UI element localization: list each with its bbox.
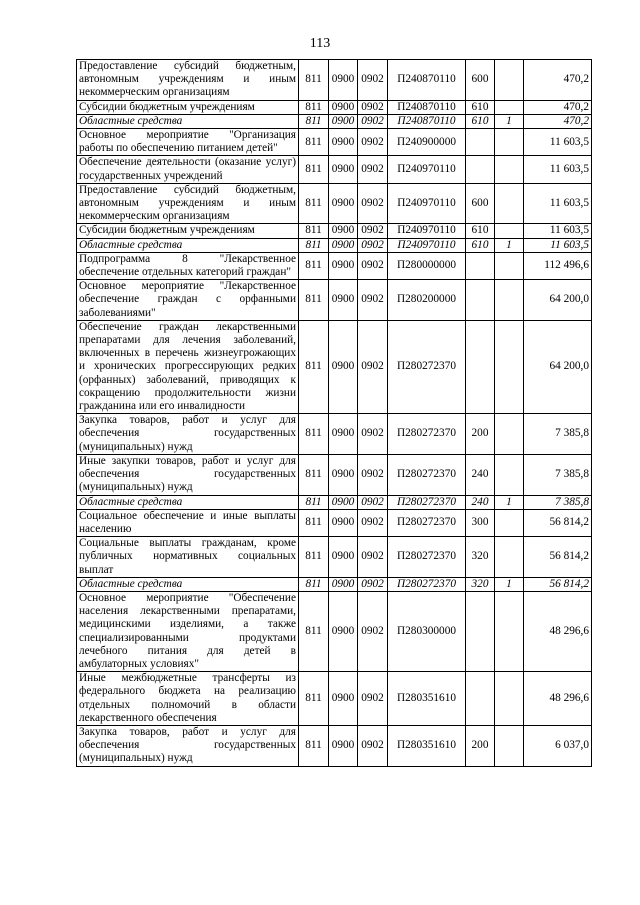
cell-pr: 0902 <box>358 280 388 321</box>
cell-gr: 811 <box>299 414 329 455</box>
cell-vr: 600 <box>466 60 495 101</box>
cell-src <box>495 320 524 413</box>
cell-gr: 811 <box>299 591 329 671</box>
cell-sum: 470,2 <box>524 60 592 101</box>
cell-pr: 0902 <box>358 183 388 224</box>
cell-sum: 11 603,5 <box>524 238 592 252</box>
cell-pr: 0902 <box>358 252 388 279</box>
cell-src <box>495 129 524 156</box>
cell-gr: 811 <box>299 129 329 156</box>
row-name: Закупка товаров, работ и услуг для обеспечения государственных (муниципальных) нужд <box>77 414 299 455</box>
table-row <box>77 114 592 128</box>
cell-src <box>495 591 524 671</box>
cell-pr: 0902 <box>358 320 388 413</box>
cell-cs: П280272370 <box>388 320 466 413</box>
page-number: 113 <box>309 36 331 51</box>
cell-gr: 811 <box>299 252 329 279</box>
cell-vr <box>466 672 495 726</box>
cell-sum: 112 496,6 <box>524 252 592 279</box>
cell-rz: 0900 <box>329 100 358 114</box>
row-name: Обеспечение граждан лекарственными препаратами для лечения заболеваний, включенных в перечень жизнеугрожающих и хронических прогрессирующих редких (орфанных) заболеваний, приводящих к сокращению продолжительности жизни гражданина или его инвалидности <box>77 320 299 413</box>
row-name: Закупка товаров, работ и услуг для обеспечения государственных (муниципальных) нужд <box>77 725 299 766</box>
cell-pr: 0902 <box>358 156 388 183</box>
cell-sum: 470,2 <box>524 100 592 114</box>
cell-src <box>495 509 524 536</box>
cell-gr: 811 <box>299 509 329 536</box>
cell-pr: 0902 <box>358 454 388 495</box>
cell-rz: 0900 <box>329 252 358 279</box>
cell-rz: 0900 <box>329 725 358 766</box>
cell-pr: 0902 <box>358 100 388 114</box>
cell-sum: 56 814,2 <box>524 509 592 536</box>
table-row <box>77 537 592 578</box>
cell-cs: П280272370 <box>388 577 466 591</box>
cell-pr: 0902 <box>358 224 388 238</box>
cell-src <box>495 60 524 101</box>
cell-src <box>495 454 524 495</box>
cell-cs: П280351610 <box>388 672 466 726</box>
cell-src <box>495 725 524 766</box>
cell-pr: 0902 <box>358 238 388 252</box>
cell-cs: П280272370 <box>388 495 466 509</box>
cell-cs: П240970110 <box>388 183 466 224</box>
cell-vr: 300 <box>466 509 495 536</box>
table-row <box>77 60 592 101</box>
cell-src <box>495 100 524 114</box>
row-name: Иные закупки товаров, работ и услуг для обеспечения государственных (муниципальных) нужд <box>77 454 299 495</box>
row-name: Предоставление субсидий бюджетным, автономным учреждениям и иным некоммерческим организациям <box>77 60 299 101</box>
row-name: Областные средства <box>77 495 299 509</box>
cell-vr <box>466 591 495 671</box>
cell-src <box>495 537 524 578</box>
cell-vr: 610 <box>466 238 495 252</box>
table-row <box>77 280 592 321</box>
row-name: Основное мероприятие "Организация работы по обеспечению питанием детей" <box>77 129 299 156</box>
table-row <box>77 495 592 509</box>
cell-sum: 48 296,6 <box>524 672 592 726</box>
cell-vr: 200 <box>466 414 495 455</box>
cell-sum: 64 200,0 <box>524 320 592 413</box>
cell-sum: 64 200,0 <box>524 280 592 321</box>
row-name: Основное мероприятие "Обеспечение населения лекарственными препаратами, медицинскими изделиями, а также специализированными продуктами лечебного питания для детей в амбулаторных условиях" <box>77 591 299 671</box>
cell-rz: 0900 <box>329 591 358 671</box>
cell-rz: 0900 <box>329 183 358 224</box>
cell-sum: 11 603,5 <box>524 183 592 224</box>
cell-sum: 7 385,8 <box>524 454 592 495</box>
cell-vr: 600 <box>466 183 495 224</box>
cell-rz: 0900 <box>329 280 358 321</box>
cell-gr: 811 <box>299 577 329 591</box>
cell-pr: 0902 <box>358 509 388 536</box>
table-row <box>77 252 592 279</box>
cell-cs: П280300000 <box>388 591 466 671</box>
cell-rz: 0900 <box>329 672 358 726</box>
cell-gr: 811 <box>299 320 329 413</box>
cell-pr: 0902 <box>358 725 388 766</box>
row-name: Предоставление субсидий бюджетным, автономным учреждениям и иным некоммерческим организациям <box>77 183 299 224</box>
table-row <box>77 577 592 591</box>
cell-rz: 0900 <box>329 414 358 455</box>
row-name: Иные межбюджетные трансферты из федерального бюджета на реализацию отдельных полномочий в области лекарственного обеспечения <box>77 672 299 726</box>
cell-gr: 811 <box>299 537 329 578</box>
cell-src <box>495 156 524 183</box>
row-name: Субсидии бюджетным учреждениям <box>77 100 299 114</box>
cell-sum: 48 296,6 <box>524 591 592 671</box>
cell-sum: 7 385,8 <box>524 495 592 509</box>
row-name: Субсидии бюджетным учреждениям <box>77 224 299 238</box>
cell-cs: П280272370 <box>388 537 466 578</box>
cell-rz: 0900 <box>329 577 358 591</box>
table-row <box>77 725 592 766</box>
cell-src: 1 <box>495 577 524 591</box>
table-row <box>77 509 592 536</box>
cell-vr <box>466 156 495 183</box>
cell-sum: 56 814,2 <box>524 577 592 591</box>
cell-rz: 0900 <box>329 537 358 578</box>
row-name: Социальные выплаты гражданам, кроме публичных нормативных социальных выплат <box>77 537 299 578</box>
cell-vr: 240 <box>466 454 495 495</box>
cell-rz: 0900 <box>329 156 358 183</box>
cell-vr <box>466 280 495 321</box>
row-name: Подпрограмма 8 "Лекарственное обеспечение отдельных категорий граждан" <box>77 252 299 279</box>
cell-vr: 610 <box>466 100 495 114</box>
cell-vr <box>466 252 495 279</box>
cell-rz: 0900 <box>329 509 358 536</box>
table-row <box>77 183 592 224</box>
cell-rz: 0900 <box>329 454 358 495</box>
cell-rz: 0900 <box>329 238 358 252</box>
table-row <box>77 129 592 156</box>
cell-sum: 6 037,0 <box>524 725 592 766</box>
cell-gr: 811 <box>299 672 329 726</box>
cell-pr: 0902 <box>358 414 388 455</box>
cell-cs: П280272370 <box>388 414 466 455</box>
cell-rz: 0900 <box>329 129 358 156</box>
table-row <box>77 156 592 183</box>
cell-rz: 0900 <box>329 114 358 128</box>
table-row <box>77 320 592 413</box>
cell-gr: 811 <box>299 280 329 321</box>
cell-gr: 811 <box>299 60 329 101</box>
table-body <box>77 60 592 767</box>
cell-pr: 0902 <box>358 672 388 726</box>
table-row <box>77 100 592 114</box>
cell-src <box>495 224 524 238</box>
row-name: Основное мероприятие "Лекарственное обеспечение граждан с орфанными заболеваниями" <box>77 280 299 321</box>
cell-src <box>495 280 524 321</box>
row-name: Областные средства <box>77 577 299 591</box>
row-name: Областные средства <box>77 114 299 128</box>
cell-rz: 0900 <box>329 495 358 509</box>
cell-cs: П280200000 <box>388 280 466 321</box>
row-name: Областные средства <box>77 238 299 252</box>
cell-gr: 811 <box>299 495 329 509</box>
budget-table <box>76 59 592 767</box>
cell-gr: 811 <box>299 183 329 224</box>
cell-rz: 0900 <box>329 60 358 101</box>
cell-sum: 7 385,8 <box>524 414 592 455</box>
cell-vr: 320 <box>466 577 495 591</box>
cell-src <box>495 183 524 224</box>
cell-cs: П240970110 <box>388 224 466 238</box>
cell-cs: П280000000 <box>388 252 466 279</box>
cell-cs: П280351610 <box>388 725 466 766</box>
row-name: Обеспечение деятельности (оказание услуг) государственных учреждений <box>77 156 299 183</box>
cell-src: 1 <box>495 495 524 509</box>
cell-cs: П240970110 <box>388 238 466 252</box>
cell-vr: 200 <box>466 725 495 766</box>
table-row <box>77 238 592 252</box>
cell-pr: 0902 <box>358 114 388 128</box>
table-row <box>77 672 592 726</box>
cell-vr: 320 <box>466 537 495 578</box>
cell-gr: 811 <box>299 238 329 252</box>
cell-pr: 0902 <box>358 537 388 578</box>
row-name: Социальное обеспечение и иные выплаты населению <box>77 509 299 536</box>
cell-src <box>495 672 524 726</box>
table-row <box>77 224 592 238</box>
cell-gr: 811 <box>299 100 329 114</box>
cell-sum: 56 814,2 <box>524 537 592 578</box>
cell-src: 1 <box>495 238 524 252</box>
cell-cs: П240870110 <box>388 60 466 101</box>
cell-vr <box>466 320 495 413</box>
cell-sum: 470,2 <box>524 114 592 128</box>
cell-vr: 610 <box>466 114 495 128</box>
cell-gr: 811 <box>299 725 329 766</box>
cell-rz: 0900 <box>329 320 358 413</box>
cell-pr: 0902 <box>358 60 388 101</box>
cell-cs: П240900000 <box>388 129 466 156</box>
cell-pr: 0902 <box>358 591 388 671</box>
table-row <box>77 414 592 455</box>
cell-gr: 811 <box>299 114 329 128</box>
cell-sum: 11 603,5 <box>524 129 592 156</box>
cell-cs: П280272370 <box>388 509 466 536</box>
cell-cs: П280272370 <box>388 454 466 495</box>
cell-rz: 0900 <box>329 224 358 238</box>
cell-cs: П240870110 <box>388 114 466 128</box>
cell-src: 1 <box>495 114 524 128</box>
cell-sum: 11 603,5 <box>524 224 592 238</box>
cell-cs: П240970110 <box>388 156 466 183</box>
cell-pr: 0902 <box>358 495 388 509</box>
cell-gr: 811 <box>299 224 329 238</box>
table-row <box>77 591 592 671</box>
cell-cs: П240870110 <box>388 100 466 114</box>
table-row <box>77 454 592 495</box>
cell-vr <box>466 129 495 156</box>
cell-src <box>495 252 524 279</box>
cell-pr: 0902 <box>358 129 388 156</box>
cell-sum: 11 603,5 <box>524 156 592 183</box>
cell-pr: 0902 <box>358 577 388 591</box>
cell-vr: 240 <box>466 495 495 509</box>
cell-src <box>495 414 524 455</box>
cell-gr: 811 <box>299 454 329 495</box>
cell-vr: 610 <box>466 224 495 238</box>
cell-gr: 811 <box>299 156 329 183</box>
